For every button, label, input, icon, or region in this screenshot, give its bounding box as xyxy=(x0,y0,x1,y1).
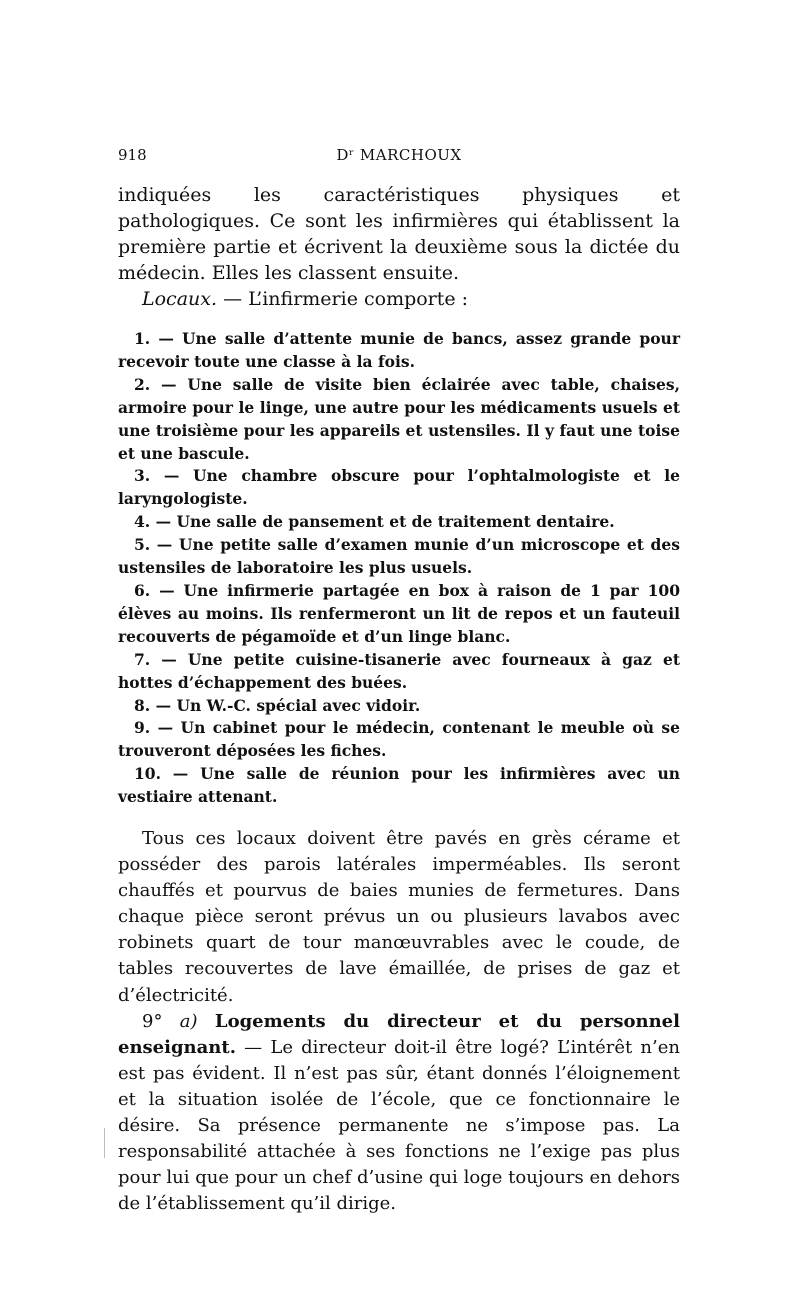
intro-paragraph: indiquées les caractéristiques physiques et pathologiques. Ce sont les infirmières qui établissent la première partie et écrivent la deuxième sous la dictée du médecin. Elles les classent ensuite. xyxy=(118,184,680,284)
list-item: 5. — Une petite salle d’examen munie d’un microscope et des ustensiles de laboratoire les plus usuels. xyxy=(118,535,680,578)
running-title: Dʳ MARCHOUX xyxy=(336,146,462,164)
page-number: 918 xyxy=(118,146,147,164)
section-number: 9° xyxy=(142,1010,163,1032)
section-heading: Logements du directeur et du personnel enseignant. xyxy=(118,1010,680,1058)
list-item: 3. — Une chambre obscure pour l’ophtalmologiste et le laryngologiste. xyxy=(118,466,680,509)
list-item: 7. — Une petite cuisine-tisanerie avec fourneaux à gaz et hottes d’échappement des buées. xyxy=(118,649,680,692)
list-item: 8. — Un W.-C. spécial avec vidoir. xyxy=(134,695,421,715)
room-list xyxy=(118,328,680,809)
locaux-text: — L’infirmerie comporte : xyxy=(217,288,469,310)
margin-mark xyxy=(104,1128,105,1158)
locaux-line xyxy=(118,286,680,312)
list-item: 4. — Une salle de pansement et de traitement dentaire. xyxy=(134,512,615,532)
section-letter: a) xyxy=(179,1010,198,1032)
intro-section xyxy=(118,182,680,312)
list-item: 10. — Une salle de réunion pour les infirmières avec un vestiaire attenant. xyxy=(118,764,680,807)
locaux-label: Locaux. xyxy=(142,288,218,310)
list-item: 9. — Un cabinet pour le médecin, contenant le meuble où se trouveront déposées les fiches. xyxy=(118,718,680,761)
section-text: — Le directeur doit-il être logé? L’intérêt n’en est pas évident. Il n’est pas sûr, étant donnés l’éloignement et la situation isolée de l’école, que ce fonctionnaire le désire. Sa présence permanente ne s’impose pas. La responsabilité attachée à ses fonctions ne l’exige pas plus pour lui que pour un chef d’usine qui loge toujours en dehors de l’établissement qu’il dirige. xyxy=(118,1036,680,1215)
list-item: 6. — Une infirmerie partagée en box à raison de 1 par 100 élèves au moins. Ils renfermeront un lit de repos et un fauteuil recouverts de pégamoïde et d’un linge blanc. xyxy=(118,580,680,646)
list-item: 1. — Une salle d’attente munie de bancs, assez grande pour recevoir toute une classe à la fois. xyxy=(118,329,680,371)
section-paragraph xyxy=(118,1009,680,1218)
list-item: 2. — Une salle de visite bien éclairée avec table, chaises, armoire pour le linge, une autre pour les médicaments usuels et une troisième pour les appareils et ustensiles. Il y faut une toise et une bascule. xyxy=(118,374,680,463)
locaux-paragraph: Tous ces locaux doivent être pavés en grès cérame et posséder des parois latérales imperméables. Ils seront chauffés et pourvus de baies munies de fermetures. Dans chaque pièce seront prévus un ou plusieurs lavabos avec robinets quart de tour manœuvrables avec le coude, de tables recouvertes de lave émaillée, de prises de gaz et d’électricité. xyxy=(118,828,680,1006)
lower-section xyxy=(118,826,680,1217)
page-header xyxy=(118,146,680,168)
